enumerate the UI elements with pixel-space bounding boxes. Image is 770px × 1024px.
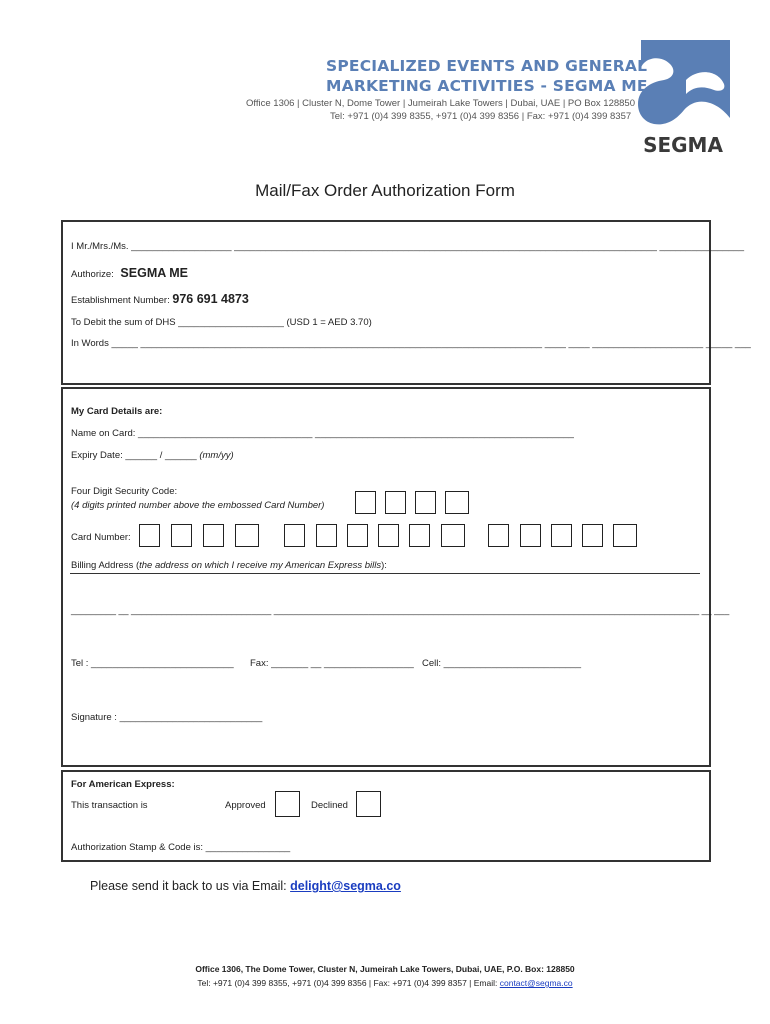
segma-logo	[636, 40, 730, 158]
transaction-label: This transaction is	[71, 800, 148, 811]
amex-heading: For American Express:	[71, 779, 175, 790]
card-digit-box[interactable]	[613, 524, 637, 547]
email-link[interactable]: delight@segma.co	[290, 879, 401, 893]
email-prefix: Please send it back to us via Email:	[90, 879, 291, 893]
card-digit-box[interactable]	[171, 524, 192, 547]
card-digit-box[interactable]	[520, 524, 541, 547]
security-digit-box[interactable]	[415, 491, 436, 514]
declined-label: Declined	[311, 800, 348, 811]
approved-label: Approved	[225, 800, 266, 811]
authorize-row	[71, 266, 188, 280]
billing-divider	[70, 573, 700, 574]
authorize-value: SEGMA ME	[120, 266, 189, 280]
name-line[interactable]: I Mr./Mrs./Ms. ___________________ ________________________________________________________________________________ ________________	[71, 241, 745, 252]
card-digit-box[interactable]	[441, 524, 465, 547]
form-title: Mail/Fax Order Authorization Form	[255, 181, 515, 200]
company-phone: Tel: +971 (0)4 399 8355, +971 (0)4 399 8356 | Fax: +971 (0)4 399 8357	[330, 111, 632, 122]
card-digit-box[interactable]	[551, 524, 572, 547]
billing-address-line[interactable]: _________ __ ____________________________ _____________________________________________________________________________________ __ ___	[71, 605, 730, 615]
card-digit-box[interactable]	[203, 524, 224, 547]
section-card-details	[61, 387, 711, 767]
stamp-line[interactable]: Authorization Stamp & Code is: ________________	[71, 842, 291, 853]
card-digit-box[interactable]	[347, 524, 368, 547]
security-digit-box[interactable]	[385, 491, 406, 514]
establishment-row	[71, 292, 249, 306]
card-digit-box[interactable]	[316, 524, 337, 547]
signature-field[interactable]: Signature : ___________________________	[71, 712, 263, 723]
expiry-label: Expiry Date: ______ / ______	[71, 450, 200, 461]
footer-email-link[interactable]: contact@segma.co	[499, 978, 573, 988]
card-details-heading: My Card Details are:	[71, 406, 163, 417]
footer-address: Office 1306, The Dome Tower, Cluster N, Jumeirah Lake Towers, Dubai, UAE, P.O. Box: 128850	[195, 964, 575, 974]
company-name-line1: SPECIALIZED EVENTS AND GENERAL	[326, 57, 648, 75]
security-label: Four Digit Security Code:	[71, 486, 178, 497]
tel-field[interactable]: Tel : ___________________________	[71, 658, 234, 669]
card-digit-box[interactable]	[284, 524, 305, 547]
authorize-label: Authorize:	[71, 269, 114, 280]
establishment-value: 976 691 4873	[172, 292, 249, 306]
footer-contact	[0, 978, 770, 988]
company-address: Office 1306 | Cluster N, Dome Tower | Jumeirah Lake Towers | Dubai, UAE | PO Box 128850	[246, 98, 635, 109]
security-hint: (4 digits printed number above the embossed Card Number)	[71, 500, 325, 511]
card-digit-box[interactable]	[409, 524, 430, 547]
company-name-line2: MARKETING ACTIVITIES - SEGMA ME	[326, 77, 648, 95]
establishment-label: Establishment Number:	[71, 295, 170, 306]
expiry-format: (mm/yy)	[199, 450, 234, 461]
card-digit-box[interactable]	[582, 524, 603, 547]
billing-label-prefix: Billing Address (	[71, 560, 140, 571]
fax-field[interactable]: Fax: _______ __ _________________	[250, 658, 414, 669]
billing-address-label	[71, 560, 387, 571]
billing-label-suffix: ):	[381, 560, 387, 571]
security-digit-box[interactable]	[355, 491, 376, 514]
card-digit-box[interactable]	[139, 524, 160, 547]
footer-contact-text: Tel: +971 (0)4 399 8355, +971 (0)4 399 8356 | Fax: +971 (0)4 399 8357 | Email:	[197, 978, 500, 988]
cell-field[interactable]: Cell: __________________________	[422, 658, 582, 669]
logo-text: SEGMA	[643, 133, 723, 157]
security-digit-box[interactable]	[445, 491, 469, 514]
card-digit-box[interactable]	[378, 524, 399, 547]
billing-label-italic: the address on which I receive my American Express bills	[139, 560, 382, 571]
declined-checkbox[interactable]	[356, 791, 381, 817]
email-instruction	[90, 879, 401, 893]
card-digit-box[interactable]	[488, 524, 509, 547]
words-line[interactable]: In Words _____ ____________________________________________________________________________ ____ ____ _____________________ _____ ___	[71, 338, 751, 349]
card-number-label: Card Number:	[71, 532, 131, 543]
debit-line[interactable]: To Debit the sum of DHS ____________________ (USD 1 = AED 3.70)	[71, 317, 372, 328]
name-on-card-line[interactable]: Name on Card: _________________________________ _________________________________________________	[71, 428, 574, 439]
expiry-row[interactable]	[71, 450, 234, 461]
approved-checkbox[interactable]	[275, 791, 300, 817]
company-name	[326, 56, 648, 96]
card-digit-box[interactable]	[235, 524, 259, 547]
